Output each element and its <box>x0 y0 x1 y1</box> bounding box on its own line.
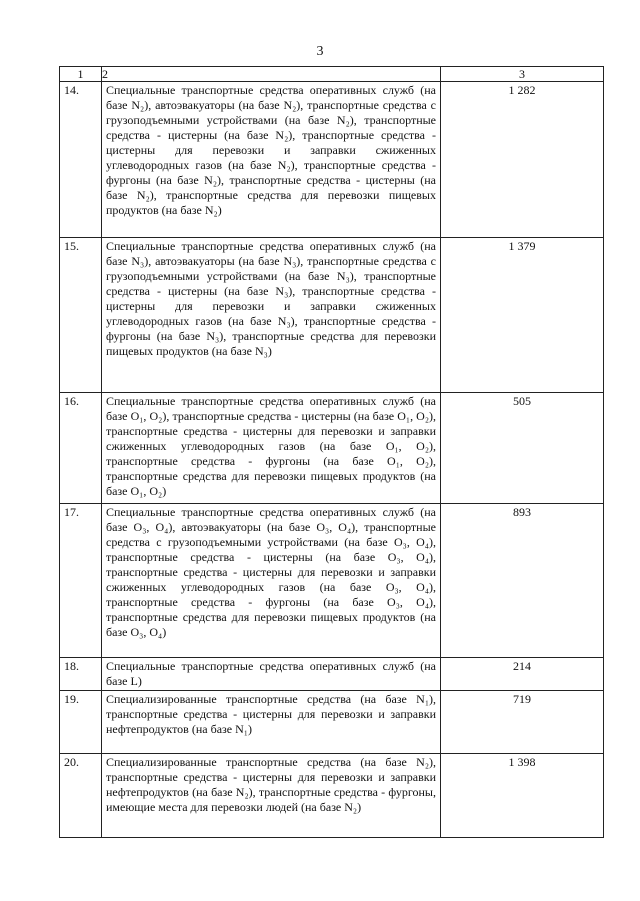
row-description: Специальные транспортные средства оперативных служб (на базе N₂), автоэвакуаторы (на базе N₂), транспортные средства с грузоподъемными устройствами (на базе N₂), транспортные средства - цистерны (на базе N₂), транспортные средства - цистерны для перевозки и заправки сжиженных углеводородных газов (на базе N₂), транспортные средства - фургоны (на базе N₂), транспортные средства - цистерны (на базе N₂), транспортные средства для перевозки пищевых продуктов (на базе N₂) <box>106 83 436 217</box>
table-row <box>60 393 604 504</box>
row-description: Специальные транспортные средства оперативных служб (на базе L) <box>106 659 436 688</box>
row-value: 893 <box>513 505 531 519</box>
table-row <box>60 238 604 393</box>
row-number: 20. <box>64 755 79 769</box>
header-col-2: 2 <box>102 67 441 82</box>
row-description: Специализированные транспортные средства (на базе N₁), транспортные средства - цистерны для перевозки и заправки нефтепродуктов (на базе N₁) <box>106 692 436 736</box>
vehicle-category-table <box>59 66 604 838</box>
row-number: 14. <box>64 83 79 97</box>
row-number: 16. <box>64 394 79 408</box>
row-value: 1 398 <box>508 755 536 769</box>
row-number: 18. <box>64 659 79 673</box>
table-row <box>60 691 604 754</box>
row-number: 15. <box>64 239 79 253</box>
row-value: 505 <box>513 394 531 408</box>
row-value: 1 379 <box>508 239 536 253</box>
table-row <box>60 658 604 691</box>
header-col-1: 1 <box>60 67 102 82</box>
row-number: 19. <box>64 692 79 706</box>
row-description: Специальные транспортные средства оперативных служб (на базе N₃), автоэвакуаторы (на базе N₃), транспортные средства с грузоподъемными устройствами (на базе N₃), транспортные средства - цистерны (на базе N₃), транспортные средства - цистерны для перевозки и заправки сжиженных углеводородных газов (на базе N₃), транспортные средства - фургоны (на базе N₃), транспортные средства для перевозки пищевых продуктов (на базе N₃) <box>106 239 436 358</box>
table-row <box>60 754 604 838</box>
row-number: 17. <box>64 505 79 519</box>
row-value: 719 <box>513 692 531 706</box>
page-number: 3 <box>316 44 324 59</box>
table-header-row <box>60 67 604 82</box>
table-row <box>60 82 604 238</box>
header-col-3: 3 <box>441 67 604 82</box>
row-description: Специальные транспортные средства оперативных служб (на базе O₁, O₂), транспортные средства - цистерны (на базе O₁, O₂), транспортные средства - цистерны для перевозки и заправки сжиженных углеводородных газов (на базе O₁, O₂), транспортные средства - фургоны (на базе O₁, O₂), транспортные средства для перевозки пищевых продуктов (на базе O₁, O₂) <box>106 394 436 498</box>
row-description: Специализированные транспортные средства (на базе N₂), транспортные средства - цистерны для перевозки и заправки нефтепродуктов (на базе N₂), транспортные средства - фургоны, имеющие места для перевозки людей (на базе N₂) <box>106 755 436 814</box>
table-row <box>60 504 604 658</box>
row-description: Специальные транспортные средства оперативных служб (на базе O₃, O₄), автоэвакуаторы (на базе O₃, O₄), транспортные средства с грузоподъемными устройствами (на базе O₃, O₄), транспортные средства - цистерны (на базе O₃, O₄), транспортные средства - цистерны для перевозки и заправки сжиженных углеводородных газов (на базе O₃, O₄), транспортные средства - фургоны (на базе O₃, O₄), транспортные средства для перевозки пищевых продуктов (на базе O₃, O₄) <box>106 505 436 639</box>
row-value: 214 <box>513 659 531 673</box>
row-value: 1 282 <box>508 83 536 97</box>
